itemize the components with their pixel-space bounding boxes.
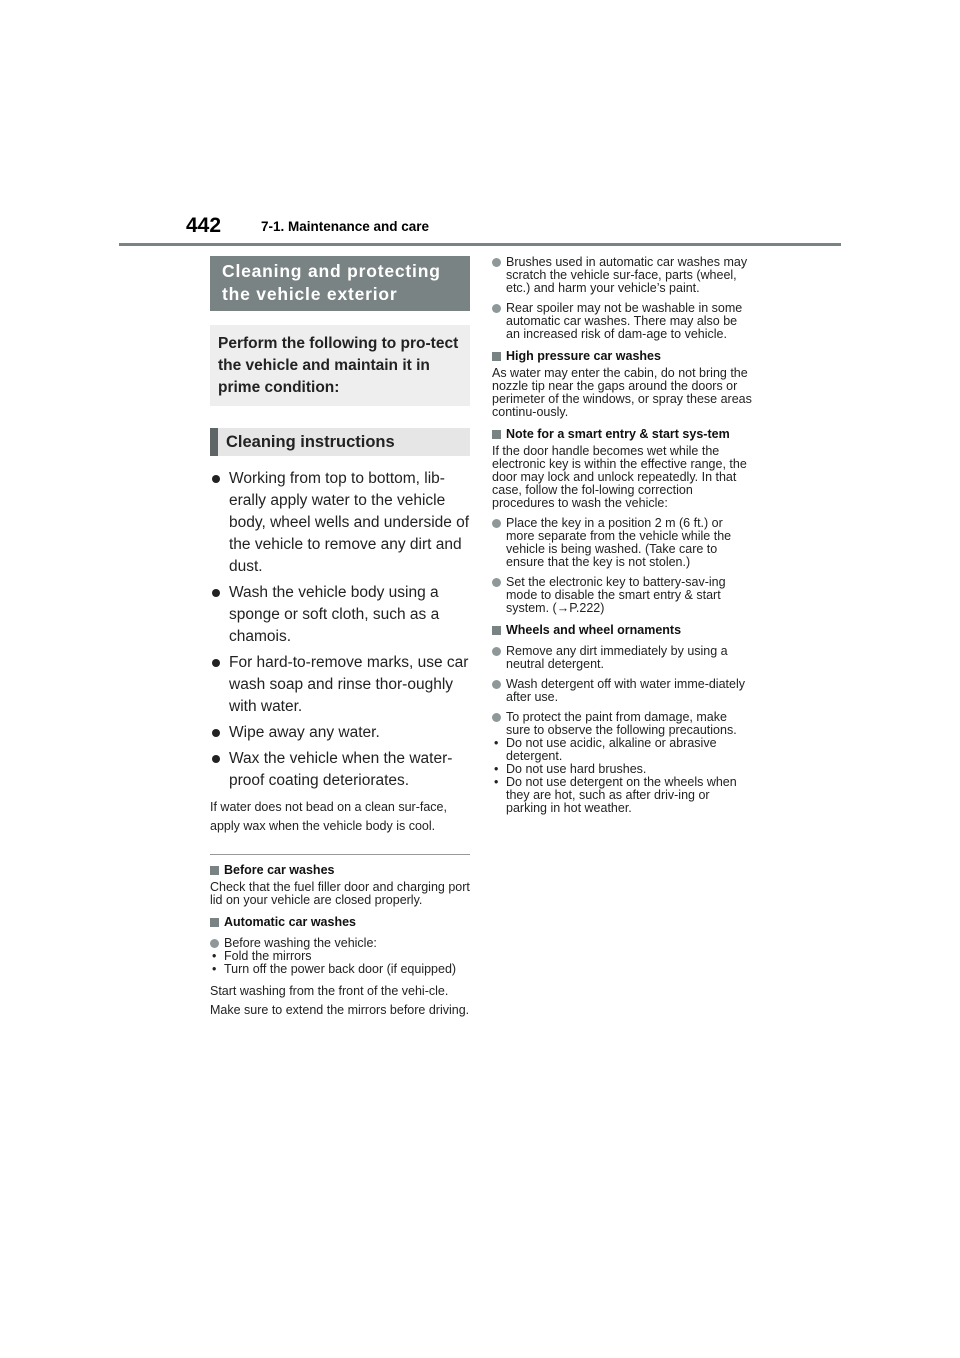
bullet-icon [212, 659, 220, 667]
cleaning-steps-list [210, 468, 470, 792]
circle-bullet-icon [492, 258, 501, 267]
bullet-icon [212, 589, 220, 597]
section-title [210, 256, 470, 311]
circle-bullet-icon [492, 578, 501, 587]
list-item: For hard-to-remove marks, use car wash soap and rinse thor-oughly with water. [210, 652, 470, 718]
dot-bullet-icon: • [494, 762, 499, 776]
dot-bullet-icon: • [212, 962, 217, 976]
heading-before-car-washes: Before car washes [210, 863, 470, 878]
list-item: To protect the paint from damage, make sure to observe the following precautions. [492, 711, 754, 737]
list-item: Wax the vehicle when the water-proof coating deteriorates. [210, 748, 470, 792]
sub-list-item: • Turn off the power back door (if equipped) [212, 962, 457, 976]
heading-automatic-car-washes: Automatic car washes [210, 915, 470, 930]
heading-high-pressure-car-washes: High pressure car washes [492, 349, 754, 364]
before-car-washes-text: Check that the fuel filler door and charging port lid on your vehicle are closed properly. [210, 880, 470, 907]
circle-bullet-icon [492, 713, 501, 722]
dot-bullet-icon: • [212, 949, 217, 963]
circle-bullet-icon [492, 680, 501, 689]
bullet-icon [212, 475, 220, 483]
circle-bullet-icon [210, 939, 219, 948]
circle-bullet-icon [492, 519, 501, 528]
sub-list-item: • Do not use detergent on the wheels when they are hot, such as after driv-ing or parking in hot weather. [494, 775, 737, 815]
square-bullet-icon [492, 626, 501, 635]
heading-smart-entry: Note for a smart entry & start sys-tem [492, 427, 754, 442]
title-line-1: Cleaning and protecting [222, 261, 441, 281]
list-item: Place the key in a position 2 m (6 ft.) or more separate from the vehicle while the vehicle is being washed. (Take care to ensure that the key is not stolen.) [492, 517, 754, 569]
list-item: Set the electronic key to battery-sav-ing mode to disable the smart entry & start system. (→P.222) [492, 576, 754, 615]
automatic-car-washes-text: Start washing from the front of the vehi-cle. Make sure to extend the mirrors before driving. [210, 984, 470, 1017]
list-item: Rear spoiler may not be washable in some automatic car washes. There may also be an increased risk of dam-age to vehicle. [492, 302, 754, 341]
bullet-icon [212, 729, 220, 737]
header-rule [119, 243, 841, 246]
dot-bullet-icon: • [494, 736, 499, 750]
left-column [210, 256, 470, 1020]
list-item: Brushes used in automatic car washes may scratch the vehicle sur-face, parts (wheel, etc.) and harm your vehicle’s paint. [492, 256, 754, 295]
heading-wheels: Wheels and wheel ornaments [492, 623, 754, 638]
sub-list-item: • Fold the mirrors [212, 949, 312, 963]
section-label: 7-1. Maintenance and care [261, 219, 430, 234]
list-item: Remove any dirt immediately by using a neutral detergent. [492, 645, 754, 671]
subheading-cleaning-instructions: Cleaning instructions [210, 428, 470, 456]
divider [210, 854, 470, 855]
right-column [492, 254, 754, 815]
dot-bullet-icon: • [494, 775, 499, 789]
list-item: Wash the vehicle body using a sponge or soft cloth, such as a chamois. [210, 582, 470, 648]
sub-list-item: • Do not use acidic, alkaline or abrasive detergent. [494, 736, 717, 763]
bullet-icon [212, 755, 220, 763]
page-number: 442 [186, 214, 222, 237]
square-bullet-icon [210, 866, 219, 875]
square-bullet-icon [492, 430, 501, 439]
intro-box: Perform the following to pro-tect the vehicle and maintain it in prime condition: [210, 325, 470, 406]
smart-entry-text: If the door handle becomes wet while the electronic key is within the effective range, the door may lock and unlock repeatedly. In that case, follow the fol-lowing correction procedures to wash the vehicle: [492, 444, 747, 510]
square-bullet-icon [210, 918, 219, 927]
list-item: Wash detergent off with water imme-diately after use. [492, 678, 754, 704]
circle-bullet-icon [492, 304, 501, 313]
sub-list-item: • Do not use hard brushes. [494, 762, 647, 776]
square-bullet-icon [492, 352, 501, 361]
high-pressure-text: As water may enter the cabin, do not bring the nozzle tip near the gaps around the doors or perimeter of the windows, or spray these areas continu-ously. [492, 366, 752, 419]
circle-bullet-icon [492, 647, 501, 656]
list-item: Working from top to bottom, lib-erally apply water to the vehicle body, wheel wells and underside of the vehicle to remove any dirt and dust. [210, 468, 470, 578]
title-line-2: the vehicle exterior [222, 284, 398, 304]
list-item: Wipe away any water. [210, 722, 470, 744]
list-item: Before washing the vehicle: [210, 937, 470, 950]
wax-note: If water does not bead on a clean sur-face, apply wax when the vehicle body is cool. [210, 800, 447, 833]
